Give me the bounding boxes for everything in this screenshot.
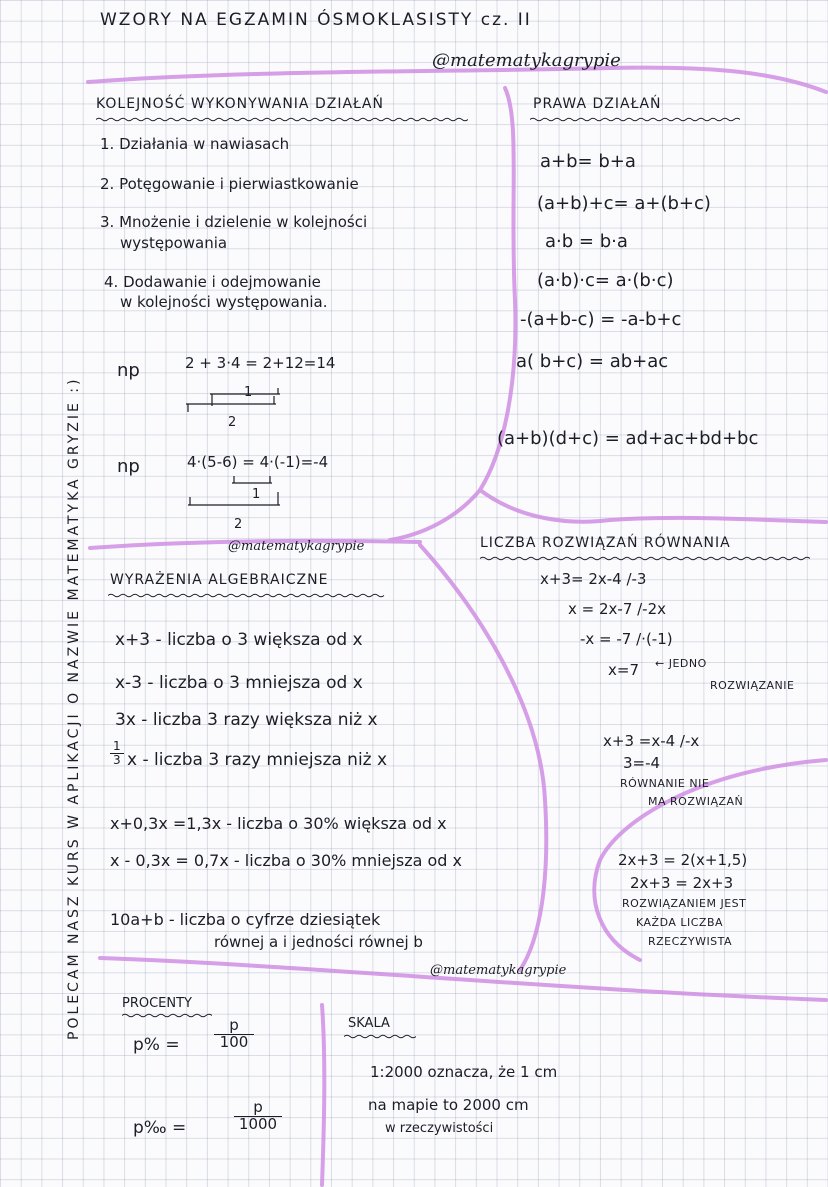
scale-handle: @matematykagrypie — [430, 963, 567, 978]
example-2-step-2: 2 — [234, 517, 243, 532]
algebra-item-7: 10a+b - liczba o cyfrze dziesiątek — [110, 910, 381, 929]
eq3-note-2: KAŻDA LICZBA — [636, 916, 724, 929]
order-item-2: 2. Potęgowanie i pierwiastkowanie — [100, 175, 359, 193]
eq1-line-4: x=7 — [608, 661, 639, 679]
law-distributive: a( b+c) = ab+ac — [516, 351, 669, 372]
order-item-4: 4. Dodawanie i odejmowanie — [104, 273, 321, 291]
example-1-expr: 2 + 3·4 = 2+12=14 — [185, 354, 336, 372]
law-commutative-mul: a·b = b·a — [545, 231, 628, 252]
order-item-4b: w kolejności występowania. — [120, 293, 328, 311]
solutions-header-underline — [480, 556, 810, 561]
example-2-expr: 4·(5-6) = 4·(-1)=-4 — [187, 453, 329, 471]
percent-label: p% = — [133, 1035, 180, 1055]
laws-header-underline — [530, 117, 740, 122]
example-1-step-1: 1 — [244, 385, 253, 400]
example-1-label: np — [117, 360, 140, 381]
eq2-line-2: 3=-4 — [623, 754, 661, 772]
eq3-note-3: RZECZYWISTA — [648, 935, 733, 948]
laws-header: PRAWA DZIAŁAŃ — [533, 96, 662, 112]
eq2-note-2: MA ROZWIĄZAŃ — [648, 795, 744, 808]
page-title: WZORY NA EGZAMIN ÓSMOKLASISTY cz. II — [100, 10, 532, 30]
algebra-header: WYRAŻENIA ALGEBRAICZNE — [110, 572, 329, 588]
law-negation: -(a+b-c) = -a-b+c — [520, 309, 682, 330]
order-item-3: 3. Mnożenie i dzielenie w kolejności — [100, 213, 368, 231]
scale-line-1: 1:2000 oznacza, że 1 cm — [370, 1063, 558, 1081]
title-handle: @matematykagrypie — [432, 50, 621, 71]
eq3-line-2: 2x+3 = 2x+3 — [630, 874, 734, 892]
algebra-item-7b: równej a i jedności równej b — [214, 933, 423, 951]
example-2-label: np — [117, 456, 140, 477]
scale-header: SKALA — [348, 1016, 390, 1031]
algebra-item-3: 3x - liczba 3 razy większa niż x — [115, 710, 378, 730]
order-item-3b: występowania — [120, 234, 228, 252]
permille-frac-den: 1000 — [238, 1114, 278, 1133]
example-1-step-2: 2 — [228, 415, 237, 430]
order-item-1: 1. Działania w nawiasach — [100, 135, 290, 153]
eq1-note-2: ROZWIĄZANIE — [710, 679, 795, 692]
eq1-note-1: ← JEDNO — [655, 657, 707, 670]
permille-label: p‰ = — [133, 1118, 187, 1138]
algebra-item-5: x+0,3x =1,3x - liczba o 30% większa od x — [110, 814, 447, 833]
percent-header-underline — [122, 1013, 212, 1018]
permille-fraction — [234, 1100, 282, 1133]
permille-frac-num: p — [234, 1100, 282, 1117]
eq3-line-1: 2x+3 = 2(x+1,5) — [618, 851, 748, 869]
algebra-fraction — [110, 740, 124, 766]
sidebar-promo: POLECAM NASZ KURS W APLIKACJI O NAZWIE MATEMATYKA GRYZIE :) — [66, 376, 82, 1040]
percent-fraction — [214, 1018, 254, 1051]
algebra-frac-num: 1 — [110, 740, 124, 754]
law-binomial-product: (a+b)(d+c) = ad+ac+bd+bc — [497, 428, 759, 449]
solutions-header: LICZBA ROZWIĄZAŃ RÓWNANIA — [480, 535, 731, 551]
percent-header: PROCENTY — [122, 996, 193, 1011]
scale-header-underline — [344, 1034, 416, 1039]
eq1-line-1: x+3= 2x-4 /-3 — [540, 570, 647, 588]
eq2-note-1: RÓWNANIE NIE — [620, 777, 710, 790]
eq3-note-1: ROZWIĄZANIEM JEST — [622, 897, 747, 910]
algebra-frac-den: 3 — [113, 752, 121, 767]
algebra-handle: @matematykagrypie — [228, 539, 365, 554]
law-commutative-add: a+b= b+a — [540, 151, 636, 172]
law-associative-add: (a+b)+c= a+(b+c) — [537, 193, 711, 214]
algebra-header-underline — [108, 593, 386, 598]
algebra-item-4: x - liczba 3 razy mniejsza niż x — [127, 750, 388, 770]
percent-frac-num: p — [214, 1018, 254, 1035]
law-associative-mul: (a·b)·c= a·(b·c) — [537, 270, 674, 291]
example-2-step-1: 1 — [252, 487, 261, 502]
percent-frac-den: 100 — [219, 1032, 249, 1051]
algebra-item-2: x-3 - liczba o 3 mniejsza od x — [115, 673, 363, 693]
algebra-item-1: x+3 - liczba o 3 większa od x — [115, 630, 363, 650]
eq2-line-1: x+3 =x-4 /-x — [603, 732, 700, 750]
scale-line-2: na mapie to 2000 cm — [368, 1096, 529, 1114]
order-header: KOLEJNOŚĆ WYKONYWANIA DZIAŁAŃ — [96, 96, 384, 112]
order-header-underline — [96, 117, 468, 122]
scale-line-3: w rzeczywistości — [385, 1121, 494, 1136]
eq1-line-2: x = 2x-7 /-2x — [568, 600, 667, 618]
eq1-line-3: -x = -7 /·(-1) — [580, 630, 673, 648]
algebra-item-6: x - 0,3x = 0,7x - liczba o 30% mniejsza od x — [110, 851, 463, 870]
